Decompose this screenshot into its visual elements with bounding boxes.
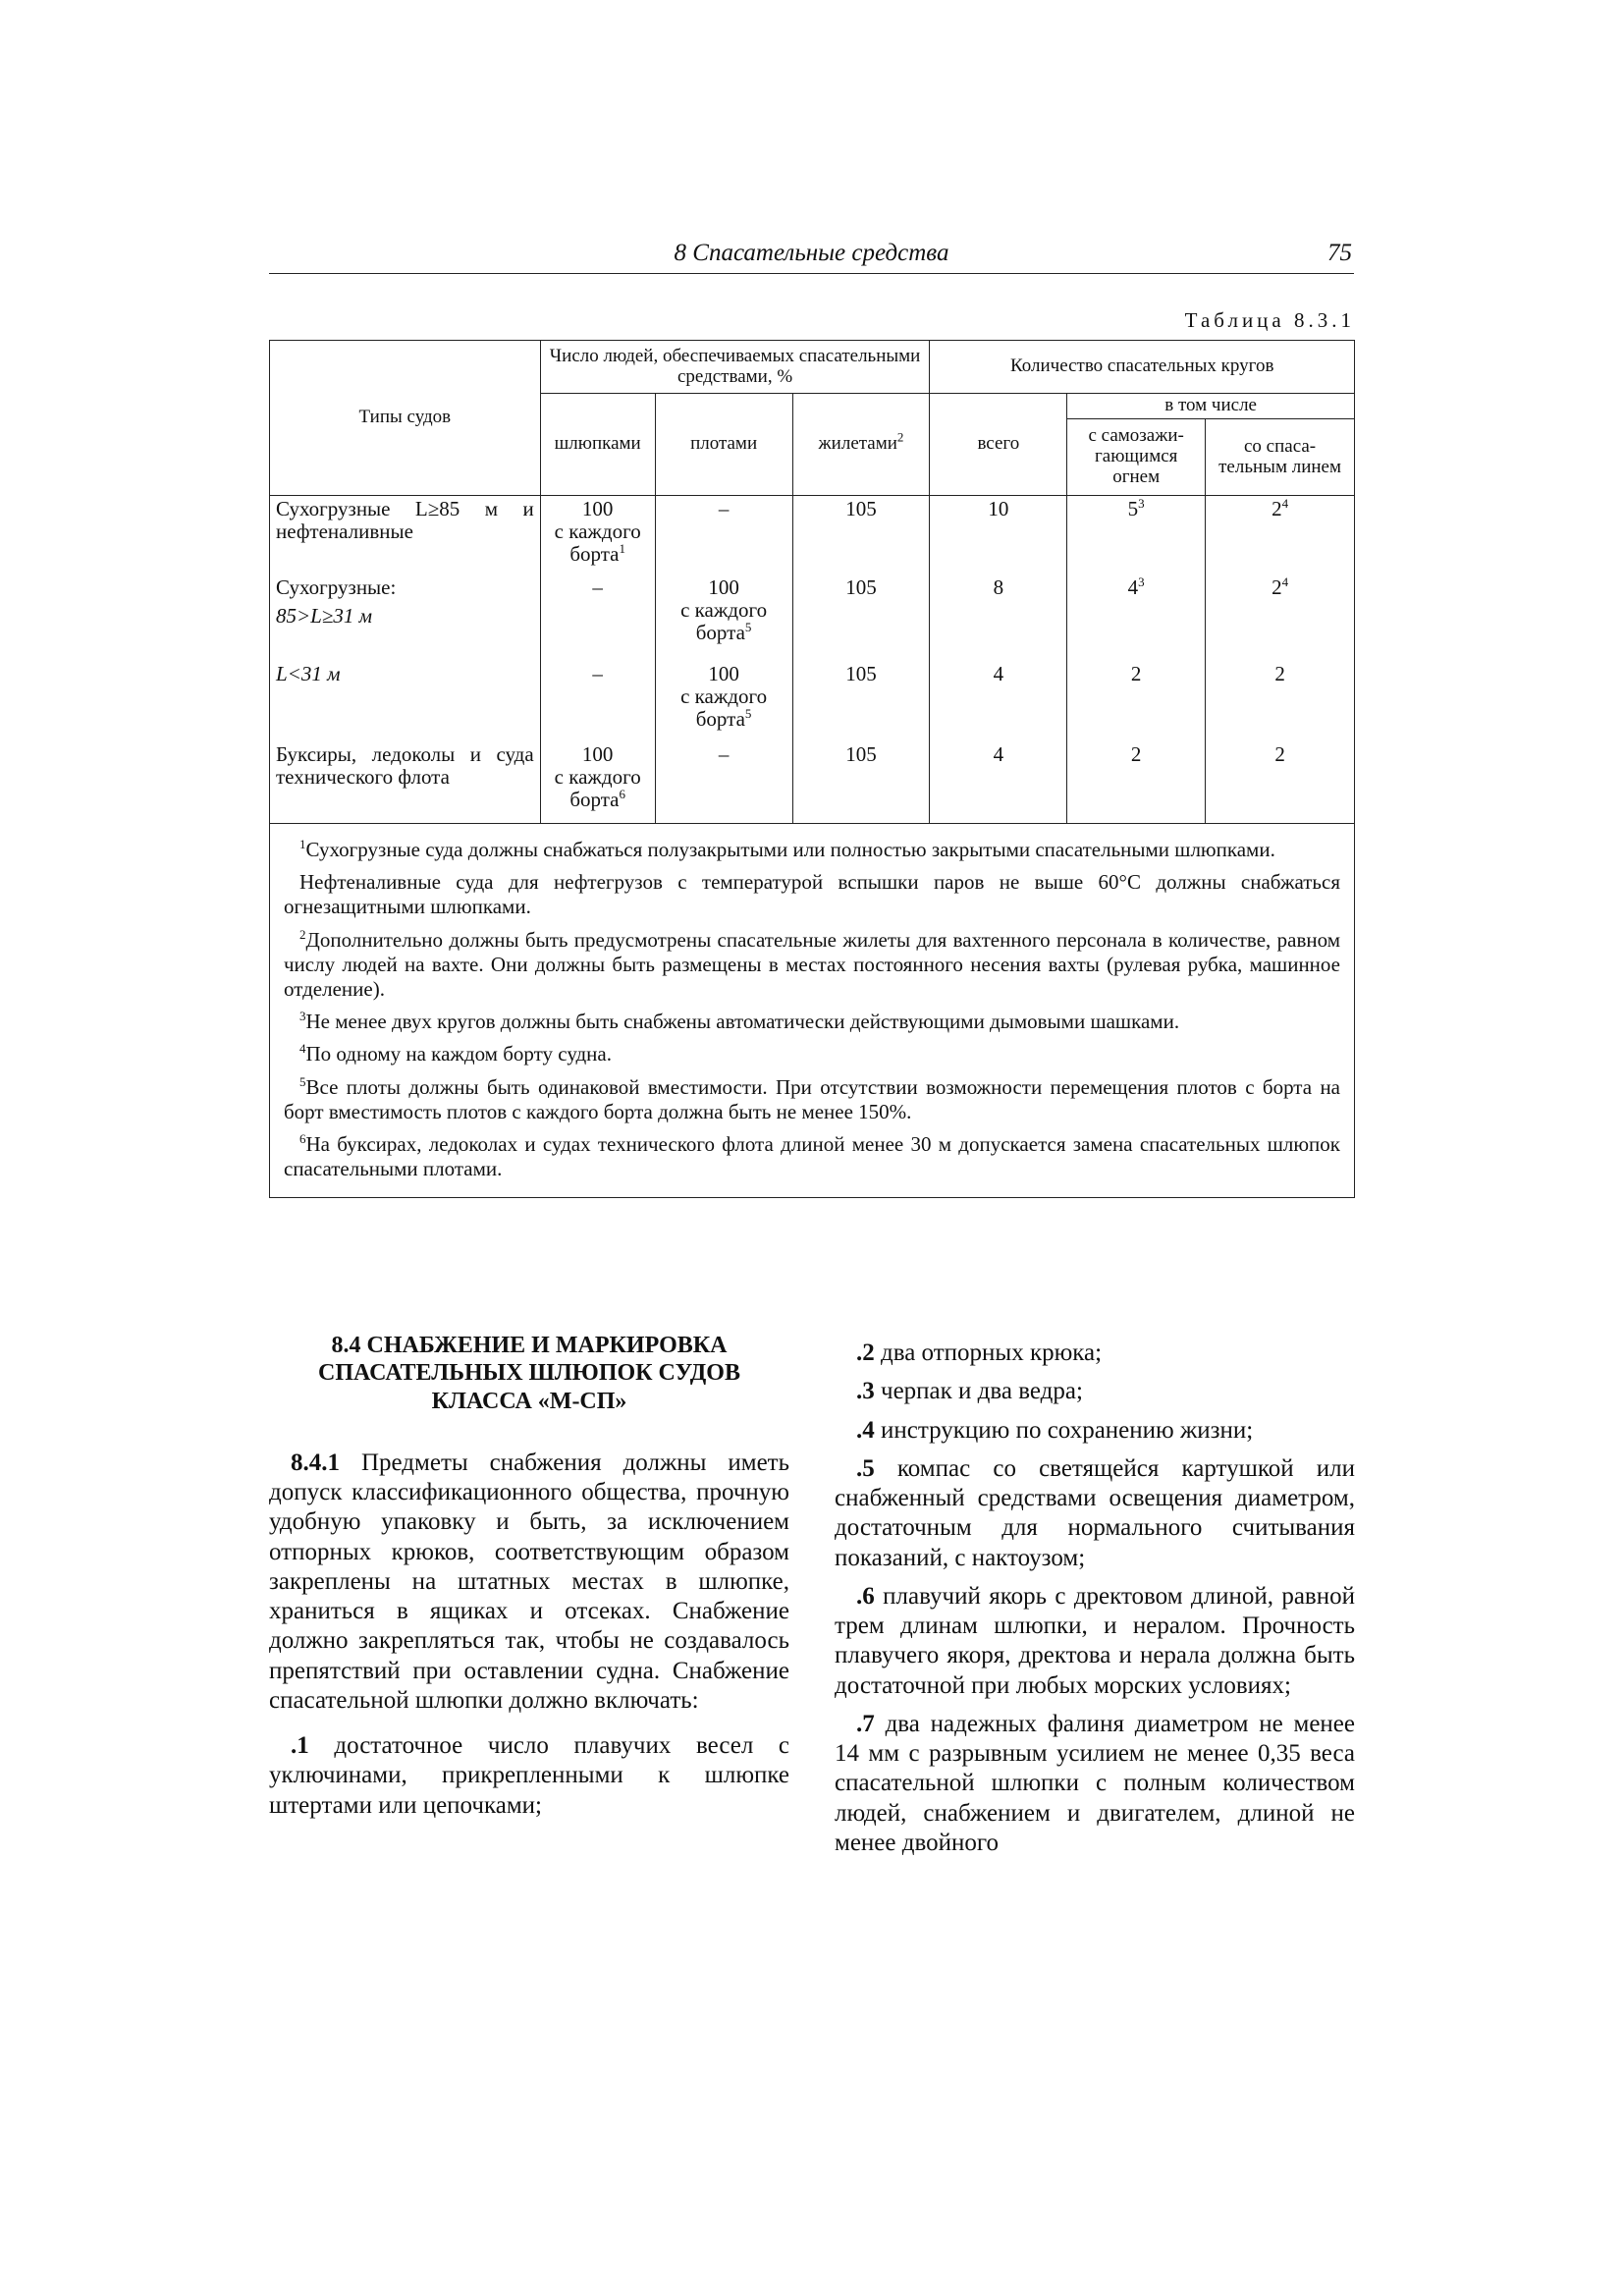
ship-type-label: Сухогрузные: — [276, 574, 397, 599]
footnote-sup: 4 — [299, 1041, 306, 1057]
boats-value: 100 — [581, 497, 614, 520]
boats-sup: 6 — [619, 786, 626, 801]
footnote — [284, 1075, 1340, 1124]
selfignite-cell — [1067, 574, 1206, 661]
selfignite-sup: 3 — [1138, 574, 1145, 589]
selfignite-cell — [1067, 496, 1206, 574]
selfignite-cell: 2 — [1067, 741, 1206, 824]
selfignite-sup: 3 — [1138, 496, 1145, 511]
boats-cell — [540, 741, 655, 824]
item-number: .6 — [856, 1582, 875, 1610]
ship-type-cell: L<31 м — [270, 661, 541, 741]
item-number: .4 — [856, 1416, 875, 1444]
paragraph-8-4-1 — [269, 1449, 789, 1716]
selfignite-value: 5 — [1127, 497, 1139, 520]
footnote — [284, 1042, 1340, 1066]
list-item — [835, 1339, 1355, 1368]
footnote-text: Нефтеналивные суда для нефтегрузов с температурой вспышки паров не выше 60°С должны снабжаться огнезащитными шлюпками. — [284, 870, 1340, 919]
table-row — [270, 496, 1355, 574]
item-text: плавучий якорь с дректовом длиной, равной трем длинам шлюпки, и нералом. Прочность плавучего якоря, дректова и нерала должна быть достаточной при любых морских условиях; — [835, 1582, 1355, 1699]
rafts-note: с каждого борта — [680, 597, 768, 644]
boats-value: 100 — [581, 741, 614, 766]
rafts-cell: – — [655, 496, 792, 574]
item-text: два надежных фалиня диаметром не менее 14 мм с разрывным усилием не менее 0,35 веса спасательной шлюпки с полным количеством людей, снабжением и двигателем, длиной не менее двойного — [835, 1710, 1355, 1856]
header-line: со спаса-тельным линем — [1206, 419, 1355, 496]
item-text: черпак и два ведра; — [881, 1378, 1083, 1405]
vests-cell: 105 — [792, 741, 930, 824]
header-including: в том числе — [1067, 394, 1355, 419]
list-item — [835, 1582, 1355, 1701]
section-heading: 8.4 СНАБЖЕНИЕ И МАРКИРОВКА СПАСАТЕЛЬНЫХ ШЛЮПОК СУДОВ КЛАССА «М-СП» — [318, 1333, 740, 1414]
line-cell — [1206, 496, 1355, 574]
footnote-text: Все плоты должны быть одинаковой вместимости. При отсутствии возможности перемещения плотов с борта на борт вместимость плотов с каждого борта должна быть не менее 150%. — [284, 1074, 1340, 1123]
footnote-sup: 1 — [299, 837, 306, 851]
line-cell: 2 — [1206, 741, 1355, 824]
rafts-cell: – — [655, 741, 792, 824]
left-column — [269, 1332, 789, 1830]
lifesaving-table — [269, 340, 1355, 1198]
table-caption: Таблица 8.3.1 — [1184, 308, 1355, 332]
page-header — [269, 240, 1354, 274]
header-vests — [792, 394, 930, 496]
item-text: два отпорных крюка; — [881, 1339, 1103, 1366]
vests-cell: 105 — [792, 574, 930, 661]
item-text: компас со светящейся картушкой или снабженный средствами освещения диаметром, достаточным для нормального считывания показаний, с нактоузом; — [835, 1454, 1356, 1571]
table-footnotes — [270, 824, 1355, 1198]
table-row — [270, 661, 1355, 741]
rafts-sup: 5 — [744, 619, 752, 634]
page-number: 75 — [1327, 240, 1352, 266]
ship-type-cell: Буксиры, ледоколы и суда технического флота — [270, 741, 541, 824]
header-selfignite: с самозажи-гающимся огнем — [1067, 419, 1206, 496]
list-item — [269, 1731, 789, 1821]
right-column — [835, 1339, 1355, 1867]
footnote-text: По одному на каждом борту судна. — [305, 1042, 612, 1066]
total-cell: 4 — [930, 741, 1067, 824]
line-sup: 4 — [1281, 574, 1289, 589]
item-number: .1 — [291, 1732, 309, 1760]
ship-type-cell — [270, 574, 541, 661]
header-vests-sup: 2 — [896, 429, 904, 445]
footnote-text: На буксирах, ледоколах и судах технического флота длиной менее 30 м допускается замена спасательных шлюпок спасательными плотами. — [284, 1131, 1340, 1181]
line-value: 2 — [1271, 574, 1282, 599]
item-number: .7 — [856, 1710, 875, 1737]
boats-sup: 1 — [619, 541, 626, 557]
footnote-sup: 3 — [299, 1009, 306, 1024]
footnote — [284, 928, 1340, 1003]
ship-type-sublabel: 85>L≥31 м — [276, 603, 373, 628]
section-title: 8 Спасательные средства — [674, 240, 949, 266]
total-cell: 10 — [930, 496, 1067, 574]
selfignite-cell: 2 — [1067, 661, 1206, 741]
header-total: всего — [930, 394, 1067, 496]
footnote-text: Дополнительно должны быть предусмотрены спасательные жилеты для вахтенного персонала в количестве, равном числу людей на вахте. Они должны быть размещены в местах постоянного несения вахты (рулевая рубка, машинное отделение). — [284, 927, 1340, 1001]
header-rafts: плотами — [655, 394, 792, 496]
total-cell: 8 — [930, 574, 1067, 661]
rafts-cell — [655, 574, 792, 661]
footnote-sup: 2 — [299, 926, 306, 942]
list-item — [835, 1454, 1355, 1573]
rafts-sup: 5 — [744, 705, 752, 721]
header-vests-label: жилетами — [818, 433, 897, 455]
line-cell: 2 — [1206, 661, 1355, 741]
boats-note: с каждого борта — [554, 519, 641, 567]
header-ship-types: Типы судов — [270, 341, 541, 496]
footnote-text: Сухогрузные суда должны снабжаться полузакрытыми или полностью закрытыми спасательными шлюпками. — [305, 838, 1275, 861]
rafts-note: с каждого борта — [680, 683, 768, 731]
rafts-value: 100 — [708, 661, 739, 685]
line-cell — [1206, 574, 1355, 661]
vests-cell: 105 — [792, 661, 930, 741]
header-rings-group: Количество спасательных кругов — [930, 341, 1355, 394]
footnote — [284, 1132, 1340, 1181]
item-text: инструкцию по сохранению жизни; — [881, 1416, 1254, 1444]
header-people-group: Число людей, обеспечиваемых спасательными средствами, % — [540, 341, 930, 394]
footnote — [284, 1010, 1340, 1034]
item-number: .5 — [856, 1454, 875, 1482]
list-item — [835, 1416, 1355, 1446]
item-number: .2 — [856, 1339, 875, 1366]
footnote — [284, 870, 1340, 919]
selfignite-value: 4 — [1127, 574, 1139, 599]
boats-cell — [540, 496, 655, 574]
rafts-cell — [655, 661, 792, 741]
paragraph-number: 8.4.1 — [291, 1449, 340, 1476]
item-text: достаточное число плавучих весел с уключинами, прикрепленными к шлюпке штертами или цепочками; — [269, 1732, 790, 1819]
line-sup: 4 — [1281, 496, 1289, 511]
footnote — [284, 838, 1340, 862]
boats-cell: – — [540, 574, 655, 661]
paragraph-text: Предметы снабжения должны иметь допуск классификационного общества, прочную удобную упаковку и быть, за исключением отпорных крюков, соответствующим образом закреплены на штатных местах в шлюпке, храниться в ящиках и отсеках. Снабжение должно закрепляться так, чтобы не создавалось препятствий при оставлении судна. Снабжение спасательной шлюпки должно включать: — [269, 1449, 789, 1714]
ship-type-cell: Сухогрузные L≥85 м и нефтеналивные — [270, 496, 541, 574]
footnote-sup: 6 — [299, 1130, 306, 1146]
header-boats: шлюпками — [540, 394, 655, 496]
rafts-value: 100 — [708, 574, 739, 599]
item-number: .3 — [856, 1378, 875, 1405]
vests-cell: 105 — [792, 496, 930, 574]
line-value: 2 — [1271, 497, 1282, 520]
list-item — [835, 1710, 1355, 1858]
table-row — [270, 574, 1355, 661]
table-row — [270, 741, 1355, 824]
list-item — [835, 1377, 1355, 1406]
boats-cell: – — [540, 661, 655, 741]
total-cell: 4 — [930, 661, 1067, 741]
boats-note: с каждого борта — [554, 764, 641, 811]
footnote-sup: 5 — [299, 1073, 306, 1089]
footnote-text: Не менее двух кругов должны быть снабжены автоматически действующими дымовыми шашками. — [305, 1010, 1180, 1034]
